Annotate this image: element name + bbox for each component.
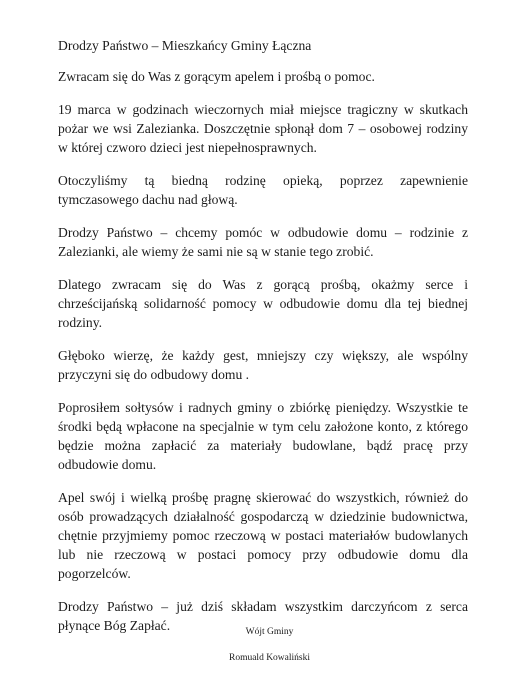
letter-paragraph-8: Apel swój i wielką prośbę pragnę skierować do wszystkich, również do osób prowadzących działalność gospodarczą w dziedzinie budownictwa, chętnie przyjmiemy pomoc rzeczową w postaci materiałów budowlanych lub nie rzeczową w postaci pomocy przy odbudowie domu dla pogorzelców.	[58, 490, 468, 581]
signature-title: Wójt Gminy	[245, 627, 294, 637]
letter-paragraph-2: 19 marca w godzinach wieczornych miał miejsce tragiczny w skutkach pożar we wsi Zalezianka. Doszczętnie spłonął dom 7 – osobowej rodziny w której czworo dzieci jest niepełnosprawnych.	[58, 102, 468, 155]
signature-name: Romuald Kowaliński	[228, 653, 310, 663]
letter-paragraph-5: Dlatego zwracam się do Was z gorącą prośbą, okażmy serce i chrześcijańską solidarność pomocy w odbudowie domu dla tej biednej rodziny.	[58, 277, 468, 330]
letter-paragraph-3: Otoczyliśmy tą biedną rodzinę opieką, poprzez zapewnienie tymczasowego dachu nad głową.	[58, 173, 468, 207]
letter-body	[58, 36, 468, 649]
letter-paragraph-6: Głęboko wierzę, że każdy gest, mniejszy czy większy, ale wspólny przyczyni się do odbudowy domu .	[58, 348, 468, 382]
letter-paragraph-7: Poprosiłem sołtysów i radnych gminy o zbiórkę pieniędzy. Wszystkie te środki będą wpłacone na specjalnie w tym celu założone konto, z którego będzie można zapłacić za materiały budowlane, bądź pracę przy odbudowie domu.	[58, 400, 468, 472]
letter-paragraph-4: Drodzy Państwo – chcemy pomóc w odbudowie domu – rodzinie z Zalezianki, ale wiemy że sami nie są w stanie tego zrobić.	[58, 225, 468, 259]
letter-paragraph-1: Zwracam się do Was z gorącym apelem i prośbą o pomoc.	[58, 69, 375, 84]
letter-salutation: Drodzy Państwo – Mieszkańcy Gminy Łączna	[58, 38, 312, 53]
letter-paragraph-9: Drodzy Państwo – już dziś składam wszystkim darczyńcom z serca płynące Bóg Zapłać.	[58, 599, 468, 633]
